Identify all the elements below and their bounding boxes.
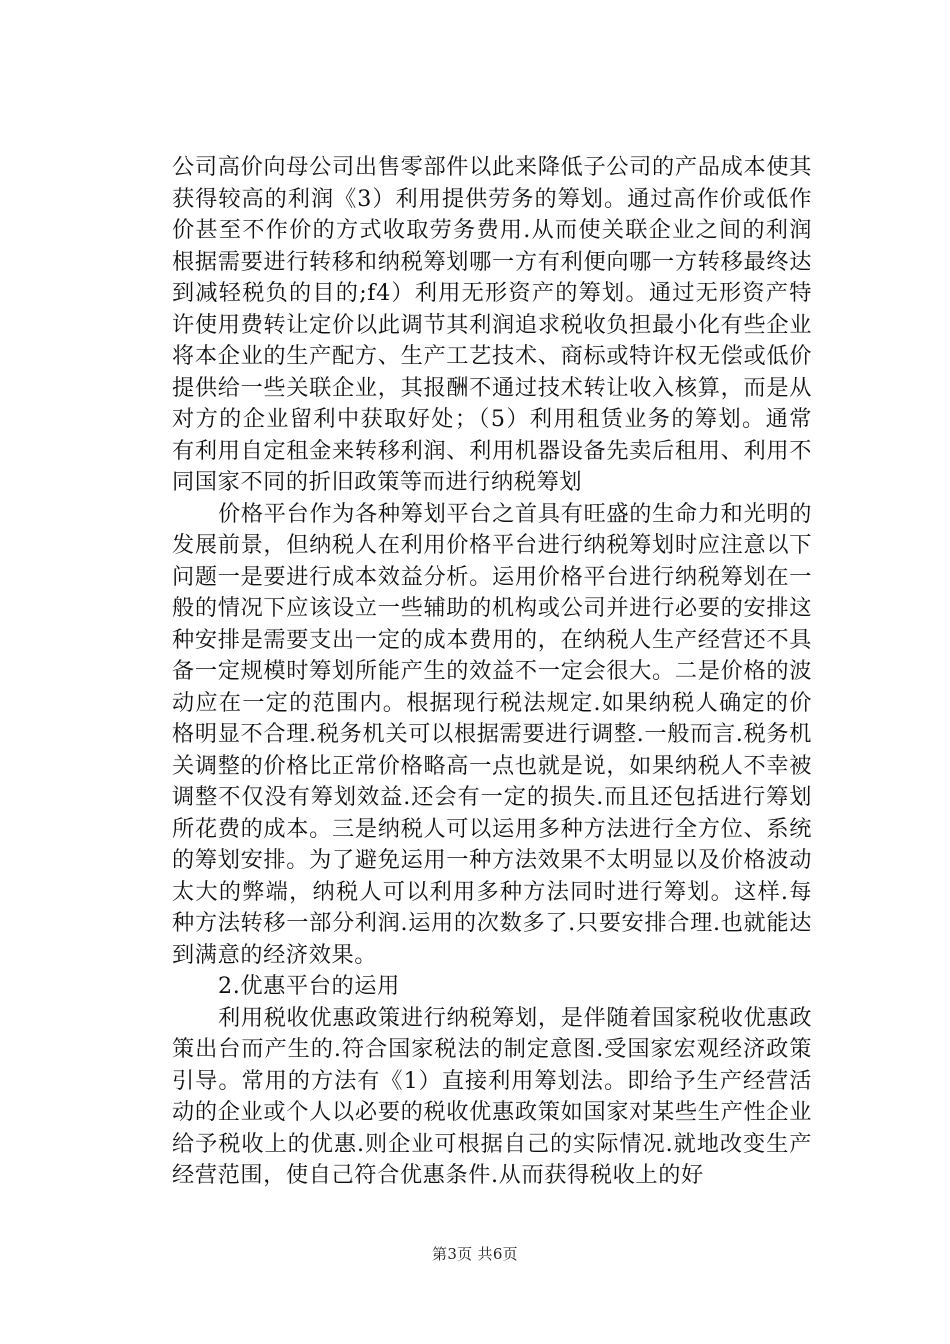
paragraph-3: 利用税收优惠政策进行纳税筹划，是伴随着国家税收优惠政策出台而产生的.符合国家税法的制定意图.受国家宏观经济政策引导。常用的方法有《1）直接利用筹划法。即给予生产经营活动的企业或个人以必要的税收优惠政策如国家对某些生产性企业给予税收上的优惠.则企业可根据自己的实际情况.就地改变生产经营范围，使自己符合优惠条件.从而获得税收上的好 (172, 1004, 812, 1188)
paragraph-1: 公司高价向母公司出售零部件以此来降低子公司的产品成本使其获得较高的利润《3）利用提供劳务的筹划。通过高作价或低作价甚至不作价的方式收取劳务费用.从而使关联企业之间的利润根据需要进行转移和纳税筹划哪一方有利便向哪一方转移最终达到减轻税负的目的;f4）利用无形资产的筹划。通过无形资产特许使用费转让定价以此调节其利润追求税收负担最小化有些企业将本企业的生产配方、生产工艺技术、商标或特许权无偿或低价提供给一些关联企业，其报酬不通过技术转让收入核算，而是从对方的企业留利中获取好处；（5）利用租赁业务的筹划。通常有利用自定租金来转移利润、利用机器设备先卖后租用、利用不同国家不同的折旧政策等而进行纳税筹划 (172, 154, 812, 495)
page-footer (0, 1244, 950, 1264)
body-text (172, 152, 812, 1192)
page-number: 第3页 共6页 (432, 1245, 518, 1263)
paragraph-2: 价格平台作为各种筹划平台之首具有旺盛的生命力和光明的发展前景，但纳税人在利用价格平台进行纳税筹划时应注意以下问题一是要进行成本效益分析。运用价格平台进行纳税筹划在一般的情况下应该设立一些辅助的机构或公司并进行必要的安排这种安排是需要支出一定的成本费用的，在纳税人生产经营还不具备一定规模时筹划所能产生的效益不一定会很大。二是价格的波动应在一定的范围内。根据现行税法规定.如果纳税人确定的价格明显不合理.税务机关可以根据需要进行调整.一般而言.税务机关调整的价格比正常价格略高一点也就是说，如果纳税人不幸被调整不仅没有筹划效益.还会有一定的损失.而且还包括进行筹划所花费的成本。三是纳税人可以运用多种方法进行全方位、系统的筹划安排。为了避免运用一种方法效果不太明显以及价格波动太大的弊端，纳税人可以利用多种方法同时进行筹划。这样.每种方法转移一部分利润.运用的次数多了.只要安排合理.也就能达到满意的经济效果。 (172, 500, 812, 968)
section-heading: 2.优惠平台的运用 (218, 973, 400, 999)
